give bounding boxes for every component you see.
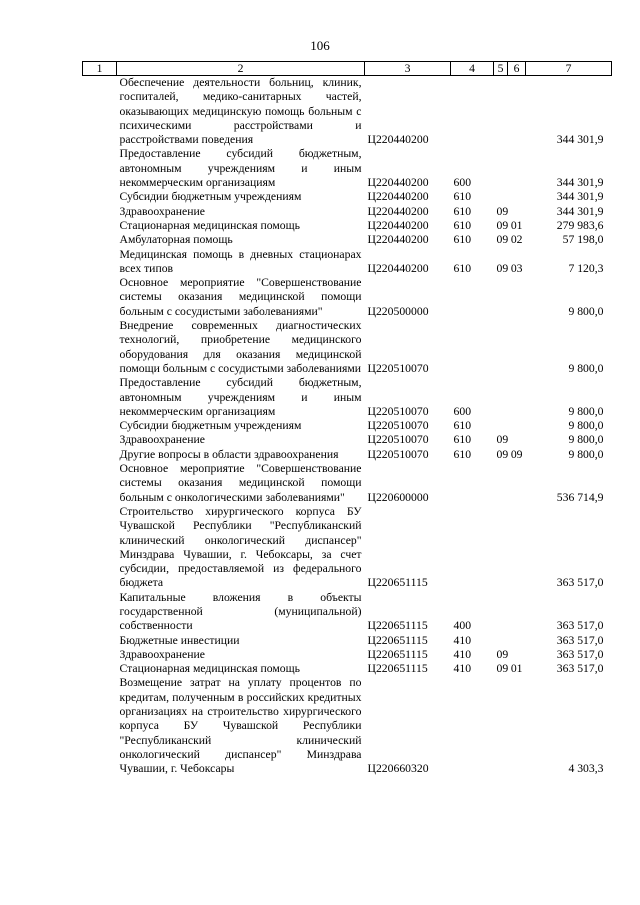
table-row bbox=[83, 676, 612, 776]
row-blank-cell bbox=[83, 662, 117, 676]
row-target-code: Ц220440200 bbox=[367, 190, 429, 204]
row-section-subsection bbox=[494, 376, 526, 419]
table-row bbox=[83, 190, 612, 204]
row-name: Здравоохранение bbox=[119, 204, 205, 218]
row-amount: 344 301,9 bbox=[556, 133, 604, 147]
row-amount: 344 301,9 bbox=[556, 204, 604, 218]
header-col-3: 3 bbox=[365, 62, 451, 76]
row-expense-type bbox=[451, 319, 494, 376]
row-target-code: Ц220600000 bbox=[367, 490, 429, 504]
row-section-subsection bbox=[494, 205, 526, 219]
row-name: Амбулаторная помощь bbox=[119, 233, 233, 247]
row-amount: 7 120,3 bbox=[568, 261, 604, 275]
row-expense-type bbox=[451, 276, 494, 319]
row-amount: 363 517,0 bbox=[556, 619, 604, 633]
row-expense-type bbox=[451, 76, 494, 148]
row-name: Капитальные вложения в объекты государственной (муниципальной) собственности bbox=[119, 590, 362, 633]
row-section-subsection bbox=[494, 147, 526, 190]
table-row bbox=[83, 276, 612, 319]
row-amount: 363 517,0 bbox=[556, 647, 604, 661]
row-amount: 9 800,0 bbox=[568, 419, 604, 433]
row-subsection: 03 bbox=[510, 261, 523, 275]
row-expense-type: 600 bbox=[453, 404, 472, 418]
row-section-subsection bbox=[494, 76, 526, 148]
row-blank-cell bbox=[83, 591, 117, 634]
row-blank-cell bbox=[83, 147, 117, 190]
table-row bbox=[83, 433, 612, 447]
row-target-code: Ц220440200 bbox=[367, 133, 429, 147]
row-name: Строительство хирургического корпуса БУ Чувашской Республики "Республиканский клинический онкологический диспансер" Минздрава Чувашии, г. Чебоксары, за счет субсидии, предоставляемой из федерального бюджета bbox=[119, 504, 362, 590]
table-row bbox=[83, 419, 612, 433]
row-amount: 9 800,0 bbox=[568, 433, 604, 447]
row-amount: 344 301,9 bbox=[556, 190, 604, 204]
row-section: 09 bbox=[496, 261, 509, 275]
table-row bbox=[83, 634, 612, 648]
row-amount: 9 800,0 bbox=[568, 447, 604, 461]
row-expense-type bbox=[451, 676, 494, 776]
row-blank-cell bbox=[83, 319, 117, 376]
row-blank-cell bbox=[83, 376, 117, 419]
header-col-5: 5 bbox=[494, 62, 508, 76]
row-name: Обеспечение деятельности больниц, клиник, госпиталей, медико-санитарных частей, оказывающих медицинскую помощь больным с психическими расстройствами и расстройствами поведения bbox=[119, 76, 362, 147]
table-row bbox=[83, 448, 612, 462]
row-blank-cell bbox=[83, 419, 117, 433]
row-expense-type: 410 bbox=[453, 633, 472, 647]
row-expense-type: 610 bbox=[453, 447, 472, 461]
table-row bbox=[83, 76, 612, 148]
row-amount: 9 800,0 bbox=[568, 304, 604, 318]
row-section-subsection bbox=[494, 462, 526, 505]
row-section-subsection bbox=[494, 634, 526, 648]
table-row bbox=[83, 462, 612, 505]
row-blank-cell bbox=[83, 505, 117, 591]
row-expense-type: 610 bbox=[453, 433, 472, 447]
row-amount: 9 800,0 bbox=[568, 404, 604, 418]
row-name: Здравоохранение bbox=[119, 647, 205, 661]
row-amount: 363 517,0 bbox=[556, 576, 604, 590]
row-name: Здравоохранение bbox=[119, 433, 205, 447]
row-section: 09 bbox=[496, 647, 509, 661]
row-amount: 344 301,9 bbox=[556, 176, 604, 190]
table-row bbox=[83, 248, 612, 277]
row-name: Стационарная медицинская помощь bbox=[119, 218, 300, 232]
table-row bbox=[83, 648, 612, 662]
row-blank-cell bbox=[83, 433, 117, 447]
row-section-subsection bbox=[494, 419, 526, 433]
row-amount: 536 714,9 bbox=[556, 490, 604, 504]
row-amount: 279 983,6 bbox=[556, 218, 604, 232]
row-blank-cell bbox=[83, 676, 117, 776]
row-target-code: Ц220510070 bbox=[367, 447, 429, 461]
row-expense-type: 610 bbox=[453, 190, 472, 204]
row-expense-type: 410 bbox=[453, 662, 472, 676]
row-blank-cell bbox=[83, 448, 117, 462]
row-blank-cell bbox=[83, 462, 117, 505]
row-section-subsection bbox=[494, 276, 526, 319]
table-row bbox=[83, 376, 612, 419]
row-section: 09 bbox=[496, 233, 509, 247]
row-amount: 57 198,0 bbox=[562, 233, 604, 247]
page-number: 106 bbox=[310, 38, 330, 53]
row-section: 09 bbox=[496, 218, 509, 232]
row-target-code: Ц220500000 bbox=[367, 304, 429, 318]
row-target-code: Ц220440200 bbox=[367, 218, 429, 232]
table-row bbox=[83, 662, 612, 676]
table-row bbox=[83, 319, 612, 376]
row-expense-type: 610 bbox=[453, 419, 472, 433]
row-blank-cell bbox=[83, 648, 117, 662]
row-name: Субсидии бюджетным учреждениям bbox=[119, 419, 302, 433]
row-blank-cell bbox=[83, 634, 117, 648]
table-row bbox=[83, 233, 612, 247]
row-section-subsection bbox=[494, 219, 526, 233]
budget-table bbox=[82, 61, 612, 777]
row-name: Возмещение затрат на уплату процентов по кредитам, полученным в российских кредитных организациях на строительство хирургического корпуса БУ Чувашской Республики "Республиканский клинический онкологический диспансер" Минздрава Чувашии, г. Чебоксары bbox=[119, 676, 362, 776]
table-body bbox=[83, 76, 612, 777]
row-amount: 4 303,3 bbox=[568, 762, 604, 776]
table-row bbox=[83, 505, 612, 591]
header-col-1: 1 bbox=[83, 62, 117, 76]
header-col-6: 6 bbox=[508, 62, 526, 76]
header-col-2: 2 bbox=[117, 62, 365, 76]
row-blank-cell bbox=[83, 205, 117, 219]
row-section-subsection bbox=[494, 676, 526, 776]
row-section-subsection bbox=[494, 505, 526, 591]
row-blank-cell bbox=[83, 219, 117, 233]
row-target-code: Ц220660320 bbox=[367, 762, 429, 776]
row-section-subsection bbox=[494, 648, 526, 662]
row-target-code: Ц220510070 bbox=[367, 404, 429, 418]
row-blank-cell bbox=[83, 248, 117, 277]
row-amount: 9 800,0 bbox=[568, 361, 604, 375]
row-expense-type: 410 bbox=[453, 647, 472, 661]
row-section-subsection bbox=[494, 233, 526, 247]
row-amount: 363 517,0 bbox=[556, 633, 604, 647]
row-target-code: Ц220651115 bbox=[367, 633, 428, 647]
table-header-row bbox=[83, 62, 612, 76]
row-target-code: Ц220510070 bbox=[367, 361, 429, 375]
row-target-code: Ц220651115 bbox=[367, 662, 428, 676]
row-expense-type: 610 bbox=[453, 261, 472, 275]
row-name: Бюджетные инвестиции bbox=[119, 633, 240, 647]
row-section: 09 bbox=[496, 662, 509, 676]
row-section-subsection bbox=[494, 319, 526, 376]
row-name: Субсидии бюджетным учреждениям bbox=[119, 190, 302, 204]
row-expense-type: 610 bbox=[453, 204, 472, 218]
row-section-subsection bbox=[494, 591, 526, 634]
row-target-code: Ц220510070 bbox=[367, 433, 429, 447]
row-target-code: Ц220440200 bbox=[367, 176, 429, 190]
row-name: Медицинская помощь в дневных стационарах всех типов bbox=[119, 247, 362, 275]
row-section: 09 bbox=[496, 204, 509, 218]
row-target-code: Ц220510070 bbox=[367, 419, 429, 433]
table-row bbox=[83, 591, 612, 634]
row-name: Основное мероприятие "Совершенствование системы оказания медицинской помощи больным с сосудистыми заболеваниями" bbox=[119, 276, 362, 318]
table-row bbox=[83, 147, 612, 190]
row-section: 09 bbox=[496, 433, 509, 447]
row-blank-cell bbox=[83, 276, 117, 319]
row-subsection: 01 bbox=[510, 662, 523, 676]
table-row bbox=[83, 219, 612, 233]
row-name: Предоставление субсидий бюджетным, автономным учреждениям и иным некоммерческим организациям bbox=[119, 147, 362, 190]
table-row bbox=[83, 205, 612, 219]
row-expense-type bbox=[451, 462, 494, 505]
row-name: Предоставление субсидий бюджетным, автономным учреждениям и иным некоммерческим организациям bbox=[119, 376, 362, 418]
row-target-code: Ц220651115 bbox=[367, 647, 428, 661]
header-col-4: 4 bbox=[451, 62, 494, 76]
row-target-code: Ц220440200 bbox=[367, 204, 429, 218]
row-target-code: Ц220440200 bbox=[367, 261, 429, 275]
row-section-subsection bbox=[494, 662, 526, 676]
row-name: Основное мероприятие "Совершенствование системы оказания медицинской помощи больным с онкологическими заболеваниями" bbox=[119, 462, 362, 504]
row-expense-type: 400 bbox=[453, 619, 472, 633]
row-expense-type: 610 bbox=[453, 233, 472, 247]
row-section-subsection bbox=[494, 248, 526, 277]
row-blank-cell bbox=[83, 190, 117, 204]
header-col-7: 7 bbox=[526, 62, 612, 76]
row-blank-cell bbox=[83, 76, 117, 148]
row-blank-cell bbox=[83, 233, 117, 247]
row-section-subsection bbox=[494, 448, 526, 462]
row-expense-type: 610 bbox=[453, 218, 472, 232]
row-section-subsection bbox=[494, 190, 526, 204]
row-expense-type bbox=[451, 505, 494, 591]
row-target-code: Ц220651115 bbox=[367, 576, 428, 590]
row-subsection: 01 bbox=[510, 218, 523, 232]
row-section-subsection bbox=[494, 433, 526, 447]
row-target-code: Ц220440200 bbox=[367, 233, 429, 247]
row-name: Внедрение современных диагностических технологий, приобретение медицинского оборудования для оказания медицинской помощи больным с сосудистыми заболеваниями bbox=[119, 319, 362, 375]
row-subsection: 09 bbox=[510, 447, 523, 461]
row-subsection: 02 bbox=[510, 233, 523, 247]
row-section: 09 bbox=[496, 447, 509, 461]
row-name: Стационарная медицинская помощь bbox=[119, 662, 300, 676]
row-expense-type: 600 bbox=[453, 176, 472, 190]
row-amount: 363 517,0 bbox=[556, 662, 604, 676]
row-target-code: Ц220651115 bbox=[367, 619, 428, 633]
row-name: Другие вопросы в области здравоохранения bbox=[119, 447, 339, 461]
